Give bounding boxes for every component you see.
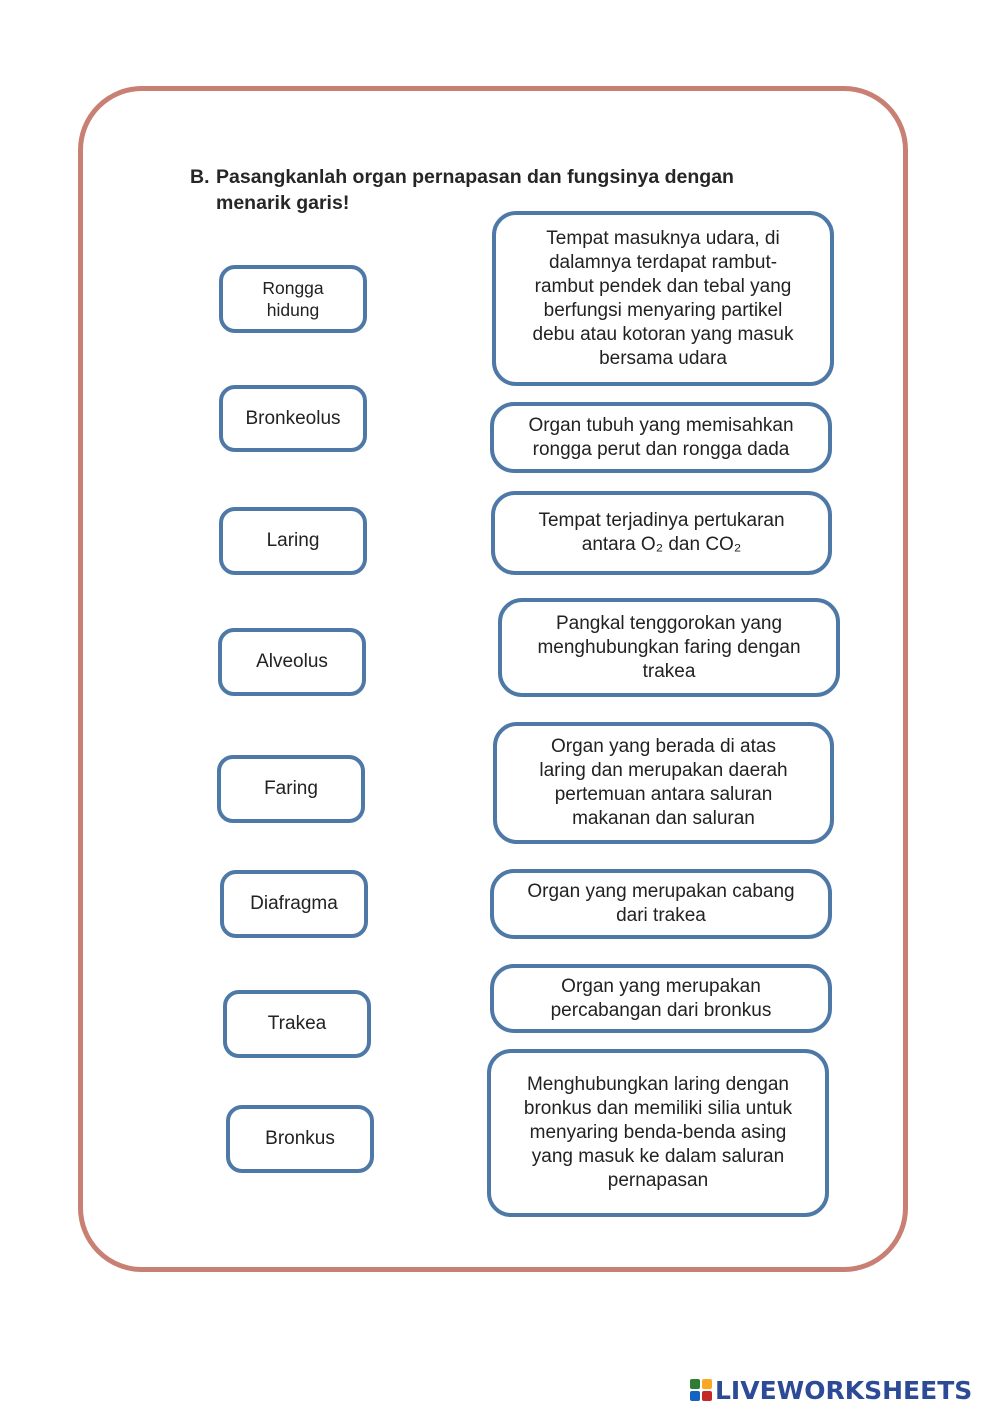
function-box-6[interactable] [490,869,832,939]
organ-box-rongga-hidung[interactable] [219,265,367,333]
instruction-heading [190,164,810,216]
function-box-2[interactable] [490,402,832,473]
logo-square-blue [690,1391,700,1401]
organ-label: Laring [266,530,320,551]
function-text: Tempat masuknya udara, di dalamnya terdapat rambut- rambut pendek dan tebal yang berfungsi menyaring partikel debu atau kotoran yang masuk bersama udara [532,227,794,369]
function-text: Tempat terjadinya pertukaran antara O₂ dan CO₂ [538,510,785,555]
organ-box-bronkeolus[interactable] [219,385,367,452]
organ-box-bronkus[interactable] [226,1105,374,1173]
function-box-1[interactable] [492,211,834,386]
organ-box-faring[interactable] [217,755,365,823]
function-box-5[interactable] [493,722,834,844]
organ-label: Trakea [267,1013,327,1034]
organ-label: Bronkus [265,1128,335,1149]
logo-mark-icon [690,1379,712,1401]
logo-square-green [690,1379,700,1389]
organ-label: Rongga hidung [262,278,324,320]
function-text: Menghubungkan laring dengan bronkus dan memiliki silia untuk menyaring benda-benda asing yang masuk ke dalam saluran pernapasan [523,1074,793,1191]
organ-label: Diafragma [250,893,338,914]
organ-label: Alveolus [256,651,328,672]
function-text: Organ yang merupakan cabang dari trakea [527,881,795,926]
function-box-3[interactable] [491,491,832,575]
organ-box-laring[interactable] [219,507,367,575]
function-box-8[interactable] [487,1049,829,1217]
function-text: Organ yang berada di atas laring dan merupakan daerah pertemuan antara saluran makanan dan saluran [539,736,788,829]
function-text: Organ tubuh yang memisahkan rongga perut dan rongga dada [528,414,794,460]
function-text: Pangkal tenggorokan yang menghubungkan faring dengan trakea [537,612,801,682]
organ-label: Bronkeolus [245,407,341,429]
logo-square-red [702,1391,712,1401]
organ-box-diafragma[interactable] [220,870,368,938]
logo-square-yellow [702,1379,712,1389]
function-text: Organ yang merupakan percabangan dari bronkus [550,975,772,1021]
organ-box-trakea[interactable] [223,990,371,1058]
liveworksheets-logo [690,1374,972,1406]
function-box-4[interactable] [498,598,840,697]
organ-label: Faring [264,778,318,799]
instruction-text: Pasangkanlah organ pernapasan dan fungsinya dengan menarik garis! [216,166,734,214]
logo-text: LIVEWORKSHEETS [715,1375,973,1405]
function-box-7[interactable] [490,964,832,1033]
section-number: B. [190,166,210,188]
organ-box-alveolus[interactable] [218,628,366,696]
